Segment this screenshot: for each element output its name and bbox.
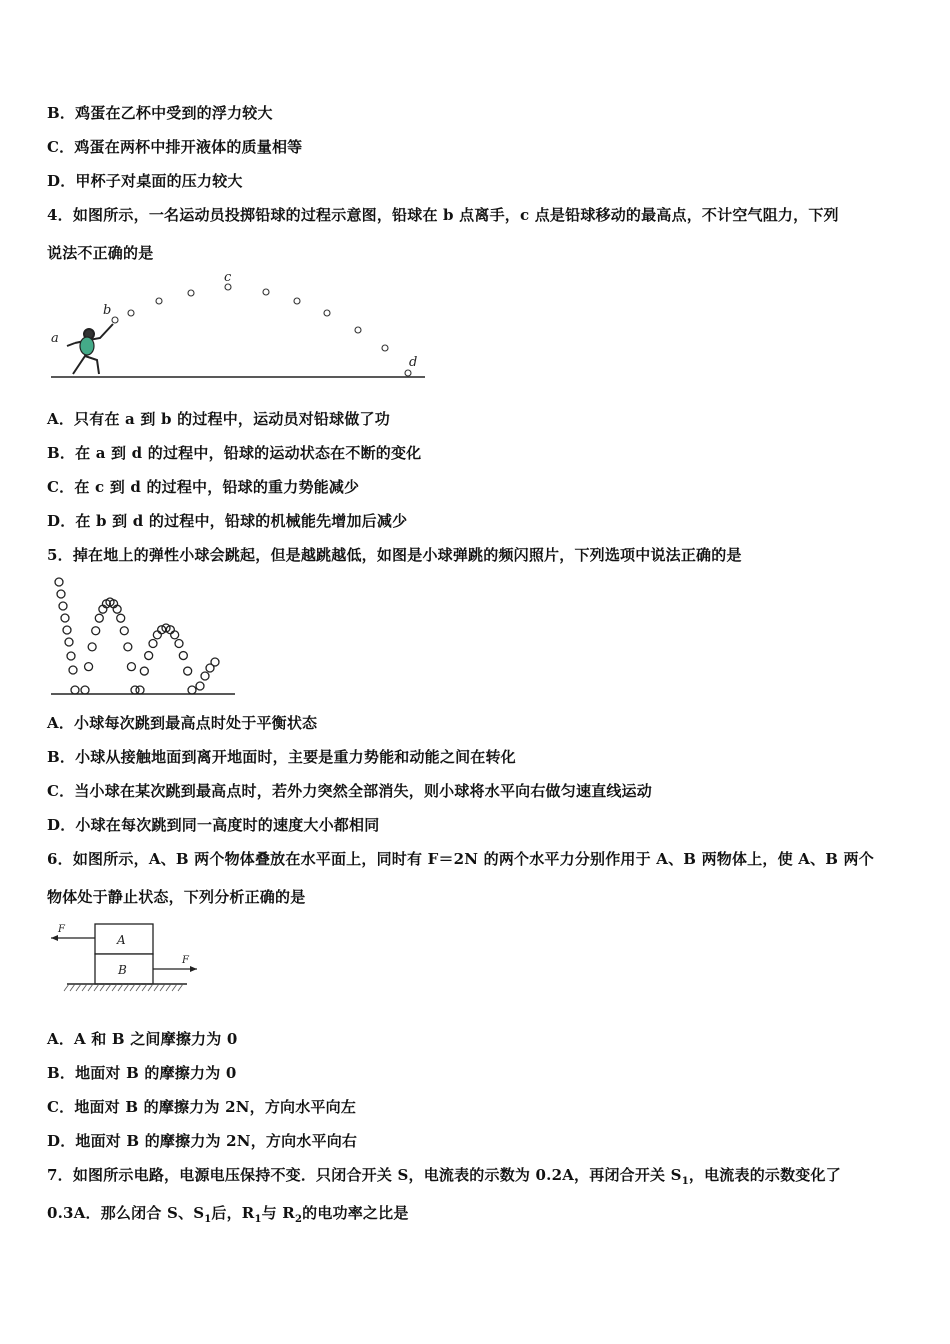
label-c: c [224,270,232,285]
label-b: b [103,303,112,318]
ball-position [128,310,134,316]
ball-image [71,686,79,694]
ball-position [263,289,269,295]
ground-hatch [178,984,183,991]
ball-image [179,652,187,660]
q5-option-d: D．小球在每次跳到同一高度时的速度大小都相同 [47,816,380,834]
ground-hatch [154,984,159,991]
ball-position [355,327,361,333]
label-a: a [51,331,59,346]
ball-image [171,631,179,639]
ground-hatch [112,984,117,991]
ball-image [149,640,157,648]
q6-stem-line2: 物体处于静止状态，下列分析正确的是 [47,888,306,906]
ball-image [184,667,192,675]
ball-position [324,310,330,316]
ground-hatch [136,984,141,991]
stacked-blocks-figure [45,918,205,996]
q4-option-b: B．在 a 到 d 的过程中，铅球的运动状态在不断的变化 [47,444,422,462]
ground-hatch [124,984,129,991]
ball-position [112,317,118,323]
ball-image [81,686,89,694]
ball-image [201,672,209,680]
shot-put-figure [45,268,435,384]
ball-image [145,652,153,660]
q7-stem-line1: 7．如图所示电路，电源电压保持不变．只闭合开关 S，电流表的示数为 0.2A，再闭合开关 $S_1$，电流表的示数变化了 [47,1166,841,1187]
q5-option-b: B．小球从接触地面到离开地面时，主要是重力势能和动能之间在转化 [47,748,516,766]
ground-hatch [106,984,111,991]
ball-position [156,298,162,304]
q3-option-d: D．甲杯子对桌面的压力较大 [47,172,243,190]
ball-image [69,666,77,674]
q5-option-c: C．当小球在某次跳到最高点时，若外力突然全部消失，则小球将水平向右做匀速直线运动 [47,782,652,800]
q4-stem-line2: 说法不正确的是 [47,244,154,262]
ball-position [382,345,388,351]
q4-option-d: D．在 b 到 d 的过程中，铅球的机械能先增加后减少 [47,512,408,530]
q4-option-a: A．只有在 a 到 b 的过程中，运动员对铅球做了功 [47,410,390,428]
ball-image [67,652,75,660]
q4-stem-line1: 4．如图所示，一名运动员投掷铅球的过程示意图，铅球在 b 点离手，c 点是铅球移动的最高点，不计空气阻力，下列 [47,206,839,224]
block-a-label: A [117,933,126,947]
q6-option-d: D．地面对 B 的摩擦力为 2N，方向水平向右 [47,1132,358,1150]
ground-hatch [64,984,69,991]
ball-position [294,298,300,304]
ball-image [175,640,183,648]
ground-hatch [172,984,177,991]
label-d: d [409,355,418,370]
ball-image [127,663,135,671]
ball-image [153,631,161,639]
bouncing-ball-figure [45,574,245,699]
ground-hatch [148,984,153,991]
ground-hatch [70,984,75,991]
ball-image [211,658,219,666]
ground-hatch [76,984,81,991]
q7-stem-line2: 0.3A．那么闭合 S、$S_1$后，$R_1$与 $R_2$的电功率之比是 [47,1204,409,1225]
ball-image [88,643,96,651]
q6-option-c: C．地面对 B 的摩擦力为 2N，方向水平向左 [47,1098,357,1116]
ground-hatch [94,984,99,991]
ball-trajectory [112,284,411,376]
force-label-left: F [58,924,65,935]
block-b-label: B [118,963,127,977]
ground-hatch [82,984,87,991]
q3-option-b: B．鸡蛋在乙杯中受到的浮力较大 [47,104,273,122]
q6-option-a: A．A 和 B 之间摩擦力为 0 [47,1030,238,1048]
ground-hatch [118,984,123,991]
ball-image [65,638,73,646]
ball-image [95,614,103,622]
q5-option-a: A．小球每次跳到最高点时处于平衡状态 [47,714,318,732]
ground-hatch [88,984,93,991]
force-label-right: F [182,955,189,966]
ball-image [85,663,93,671]
ground-hatch [160,984,165,991]
ground-hatch [166,984,171,991]
ball-image [196,682,204,690]
ground-hatch [142,984,147,991]
athlete-figure [67,324,113,374]
ball-image [55,578,63,586]
q6-option-b: B．地面对 B 的摩擦力为 0 [47,1064,237,1082]
ball-image [120,627,128,635]
ball-image [140,667,148,675]
ground-hatch [100,984,105,991]
q3-option-c: C．鸡蛋在两杯中排开液体的质量相等 [47,138,303,156]
q6-stem-line1: 6．如图所示，A、B 两个物体叠放在水平面上，同时有 F＝2N 的两个水平力分别作用于 A、B 两物体上，使 A、B 两个 [47,850,874,868]
ball-position [405,370,411,376]
ball-image [117,614,125,622]
ground-hatch [130,984,135,991]
ball-position [188,290,194,296]
ball-image [63,626,71,634]
ball-image [136,686,144,694]
ball-image [61,614,69,622]
ball-image [188,686,196,694]
ball-image [124,643,132,651]
ball-image [59,602,67,610]
q5-stem: 5．掉在地上的弹性小球会跳起，但是越跳越低，如图是小球弹跳的频闪照片，下列选项中说法正确的是 [47,546,742,564]
ball-image [57,590,65,598]
ball-image [92,627,100,635]
q4-option-c: C．在 c 到 d 的过程中，铅球的重力势能减少 [47,478,360,496]
